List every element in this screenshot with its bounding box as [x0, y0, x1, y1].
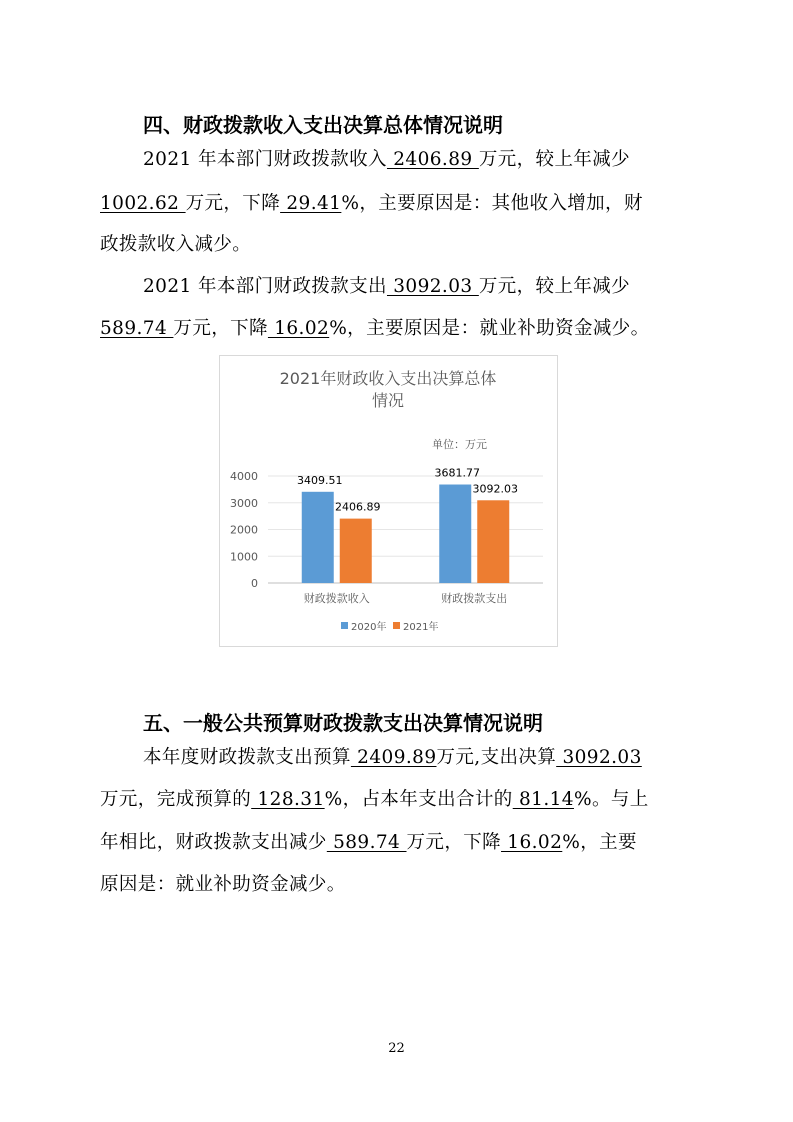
section5-paragraph-line4: 原因是：就业补助资金减少。: [100, 874, 346, 895]
chart-title-line1: 2021年财政收入支出决算总体: [279, 369, 497, 388]
income-expense-chart: [219, 355, 558, 647]
section4-paragraph2-line2: 589.74 万元，下降 16.02%，主要原因是：就业补助资金减少。: [100, 318, 650, 339]
legend-swatch: [393, 622, 400, 629]
section4-paragraph1-line2: 1002.62 万元，下降 29.41%，主要原因是：其他收入增加，财: [100, 193, 643, 214]
category-label: 财政拨款收入: [303, 592, 370, 605]
chart-y-axis: [230, 470, 258, 590]
chart-unit-note: 单位：万元: [432, 438, 487, 451]
bar-1-1: [477, 500, 509, 583]
bar-0-0: [302, 492, 334, 583]
chart-legend: [341, 620, 438, 633]
y-tick-label: 0: [251, 577, 258, 590]
y-tick-label: 4000: [230, 470, 258, 483]
y-tick-label: 3000: [230, 496, 258, 510]
category-label: 财政拨款支出: [441, 592, 508, 605]
data-label: 3092.03: [472, 482, 518, 496]
chart-title-line2: 情况: [371, 391, 405, 410]
section4-heading: 四、财政拨款收入支出决算总体情况说明: [143, 113, 503, 137]
page-number: 22: [388, 1041, 405, 1056]
legend-label: 2020年: [351, 622, 387, 633]
section5-paragraph-line2: 万元，完成预算的 128.31%，占本年支出合计的 81.14%。与上: [100, 789, 649, 810]
data-label: 3409.51: [297, 473, 343, 487]
section5-paragraph-line1: 本年度财政拨款支出预算 2409.89万元,支出决算 3092.03: [143, 747, 642, 768]
section5-paragraph-line3: 年相比，财政拨款支出减少 589.74 万元，下降 16.02%，主要: [100, 832, 637, 853]
y-tick-label: 1000: [230, 550, 258, 564]
chart-x-axis: [304, 591, 508, 605]
bar-0-1: [340, 519, 372, 583]
chart-bars: [297, 467, 518, 583]
chart-canvas: [220, 356, 557, 646]
y-tick-label: 2000: [230, 523, 258, 537]
section4-paragraph1-line1: 2021 年本部门财政拨款收入 2406.89 万元，较上年减少: [143, 149, 631, 170]
data-label: 2406.89: [335, 500, 381, 514]
data-label: 3681.77: [434, 466, 480, 480]
bar-1-0: [439, 485, 471, 583]
legend-swatch: [341, 622, 348, 629]
legend-label: 2021年: [403, 622, 439, 633]
section4-paragraph1-line3: 政拨款收入减少。: [100, 234, 252, 255]
section5-heading: 五、一般公共预算财政拨款支出决算情况说明: [143, 711, 543, 735]
section4-paragraph2-line1: 2021 年本部门财政拨款支出 3092.03 万元，较上年减少: [143, 276, 631, 297]
